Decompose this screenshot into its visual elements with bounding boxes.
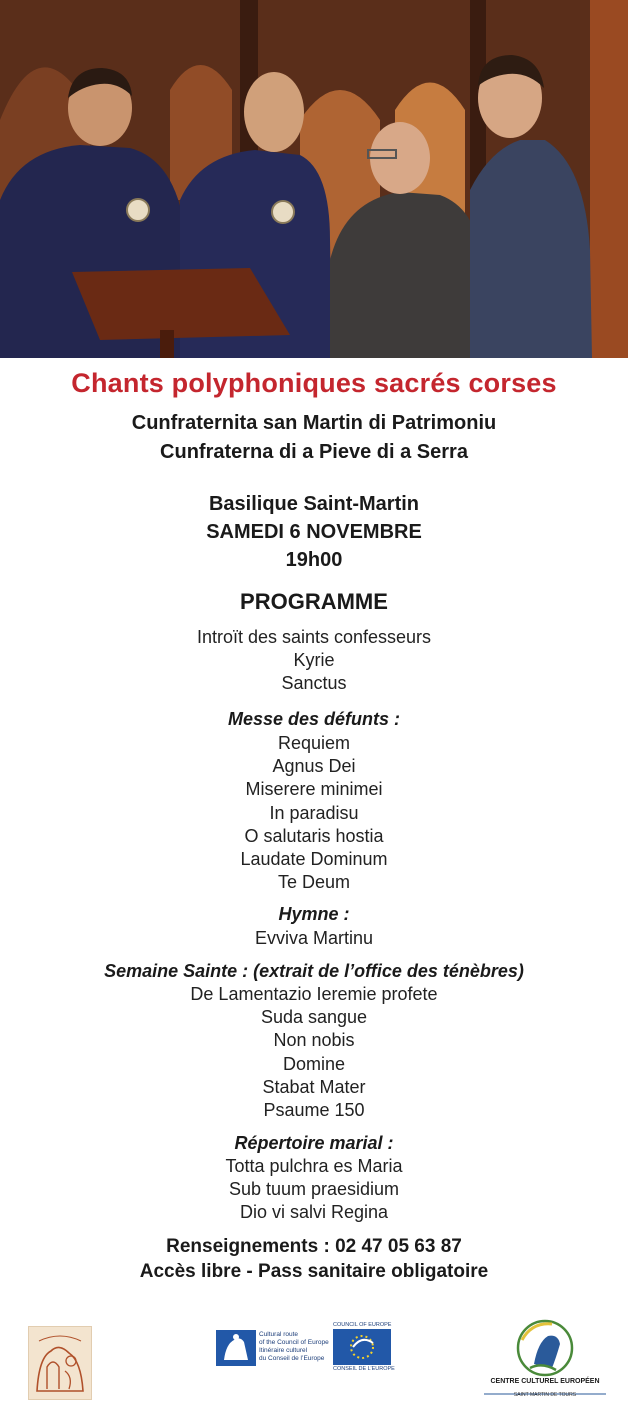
list-item: Sanctus	[281, 673, 347, 694]
list-item: Te Deum	[277, 872, 351, 893]
confraternity-emblem-icon	[29, 1327, 91, 1399]
cultural-route-line: of the Council of Europe	[259, 1339, 329, 1346]
section-messe-title: Messe des défunts :	[227, 709, 401, 729]
programme-marial	[0, 1155, 628, 1225]
cultural-route-text	[259, 1331, 329, 1363]
cultural-route-logo	[216, 1330, 256, 1366]
venue-time: 19h00	[285, 549, 343, 571]
list-item: Domine	[282, 1053, 346, 1074]
list-item: Stabat Mater	[262, 1076, 366, 1097]
council-bottom-label: CONSEIL DE L’EUROPE	[333, 1366, 395, 1372]
list-item: Dio vi salvi Regina	[239, 1202, 389, 1223]
list-item: O salutaris hostia	[244, 825, 384, 846]
list-item: Requiem	[277, 733, 351, 753]
section-marial-title: Répertoire marial :	[234, 1133, 394, 1153]
list-item: Agnus Dei	[272, 756, 356, 777]
centre-culturel-logo	[482, 1312, 608, 1408]
concert-title: Chants polyphoniques sacrés corses	[71, 368, 557, 398]
list-item: De Lamentazio Ieremie profete	[190, 984, 438, 1004]
list-item: Suda sangue	[260, 1007, 368, 1028]
eu-flag	[333, 1329, 391, 1365]
saint-martin-silhouette-icon	[216, 1330, 256, 1366]
programme-messe	[0, 732, 628, 894]
list-item: Kyrie	[293, 650, 335, 671]
contact-block	[0, 1234, 628, 1284]
confraternity-logo	[28, 1326, 92, 1400]
section-hymne-title: Hymne :	[278, 904, 350, 924]
venue-place: Basilique Saint-Martin	[208, 493, 420, 515]
cultural-route-line: du Conseil de l’Europe	[259, 1355, 325, 1362]
list-item: Non nobis	[273, 1030, 355, 1051]
cultural-route-line: Itinéraire culturel	[259, 1347, 308, 1354]
contact-info: Renseignements : 02 47 05 63 87	[166, 1236, 462, 1257]
subtitle-line-1: Cunfraternita san Martin di Patrimoniu	[131, 412, 497, 434]
eu-stars-icon	[333, 1329, 391, 1365]
list-item: Psaume 150	[263, 1100, 365, 1121]
access-info: Accès libre - Pass sanitaire obligatoire	[139, 1261, 489, 1282]
council-of-europe-logo	[333, 1322, 393, 1374]
list-item: Sub tuum praesidium	[228, 1179, 400, 1200]
council-top-label: COUNCIL OF EUROPE	[333, 1322, 392, 1328]
list-item: Introït des saints confesseurs	[196, 627, 432, 647]
list-item: Totta pulchra es Maria	[225, 1156, 403, 1176]
programme-opening	[0, 626, 628, 696]
centre-name: CENTRE CULTUREL EUROPÉEN	[490, 1378, 600, 1385]
venue-block	[0, 490, 628, 574]
subtitle-line-2: Cunfraterna di a Pieve di a Serra	[160, 441, 468, 463]
list-item: Miserere minimei	[245, 779, 383, 800]
programme-hymne	[0, 927, 628, 950]
choir-photo	[0, 0, 628, 358]
section-semaine-title: Semaine Sainte : (extrait de l’office des ténèbres)	[104, 961, 524, 981]
centre-subtitle: SAINT MARTIN DE TOURS	[513, 1392, 577, 1398]
list-item: Laudate Dominum	[240, 849, 388, 870]
cultural-route-line: Cultural route	[259, 1331, 299, 1338]
programme-semaine	[0, 983, 628, 1122]
venue-date: SAMEDI 6 NOVEMBRE	[206, 521, 422, 543]
list-item: Evviva Martinu	[254, 928, 374, 948]
programme-heading: PROGRAMME	[240, 589, 388, 614]
choir-photo-illustration	[0, 0, 628, 358]
list-item: In paradisu	[269, 802, 359, 823]
